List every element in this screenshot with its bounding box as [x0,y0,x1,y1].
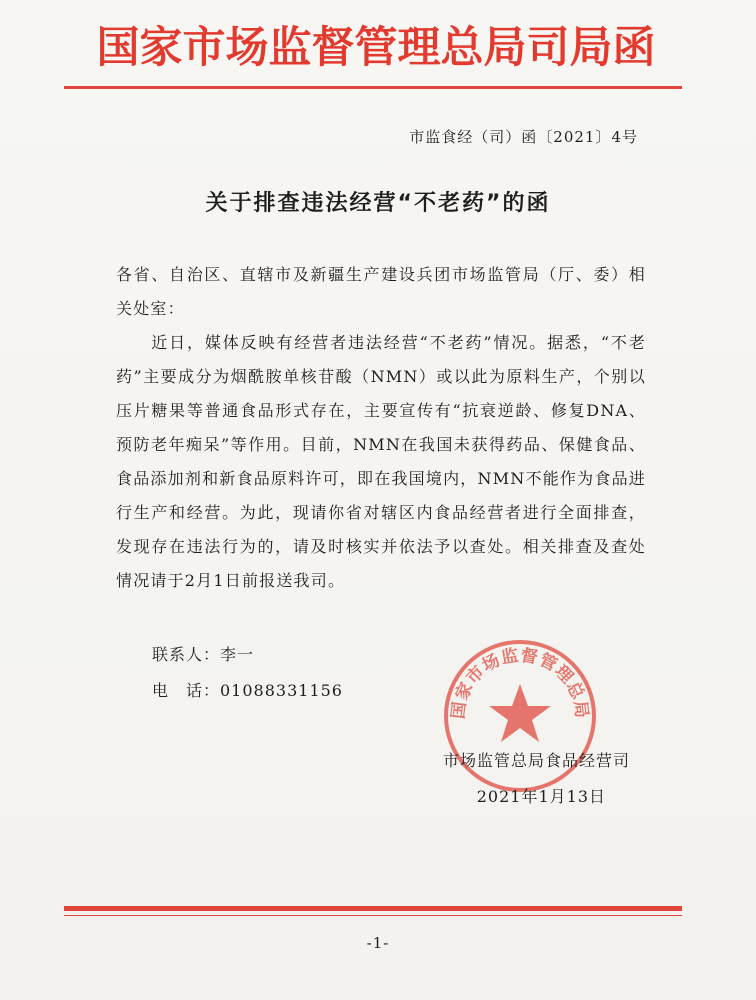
signature-date: 2021年1月13日 [476,787,606,806]
seal-star-icon [489,684,551,742]
document-number: 市监食经（司）函〔2021〕4号 [409,128,638,146]
contact-phone: 电 话：01088331156 [152,681,343,700]
document-title: 关于排查违法经营“不老药”的函 [205,191,551,216]
contact-person: 联系人：李一 [152,645,255,664]
seal-text: 国家市场监督管理总局 [448,645,592,721]
letterhead-title: 国家市场监督管理总局司局函 [96,23,656,73]
letter-body [116,258,646,598]
signature-organization: 市场监管总局食品经营司 [442,751,630,770]
footer-divider-thin [64,915,682,916]
letterhead-divider [64,86,682,89]
page-number: -1- [366,934,390,952]
official-seal-icon [440,636,600,796]
body-paragraph: 近日，媒体反映有经营者违法经营“不老药”情况。据悉，“不老药”主要成分为烟酰胺单核苷酸（NMN）或以此为原料生产，个别以压片糖果等普通食品形式存在，主要宣传有“抗衰逆龄、修复DNA、预防老年痴呆”等作用。目前，NMN在我国未获得药品、保健食品、食品添加剂和新食品原料许可，即在我国境内，NMN不能作为食品进行生产和经营。为此，现请你省对辖区内食品经营者进行全面排查，发现存在违法行为的，请及时核实并依法予以查处。相关排查及查处情况请于2月1日前报送我司。 [116,333,646,590]
footer-divider [64,906,682,911]
addressee: 各省、自治区、直辖市及新疆生产建设兵团市场监管局（厅、委）相关处室： [116,265,646,318]
